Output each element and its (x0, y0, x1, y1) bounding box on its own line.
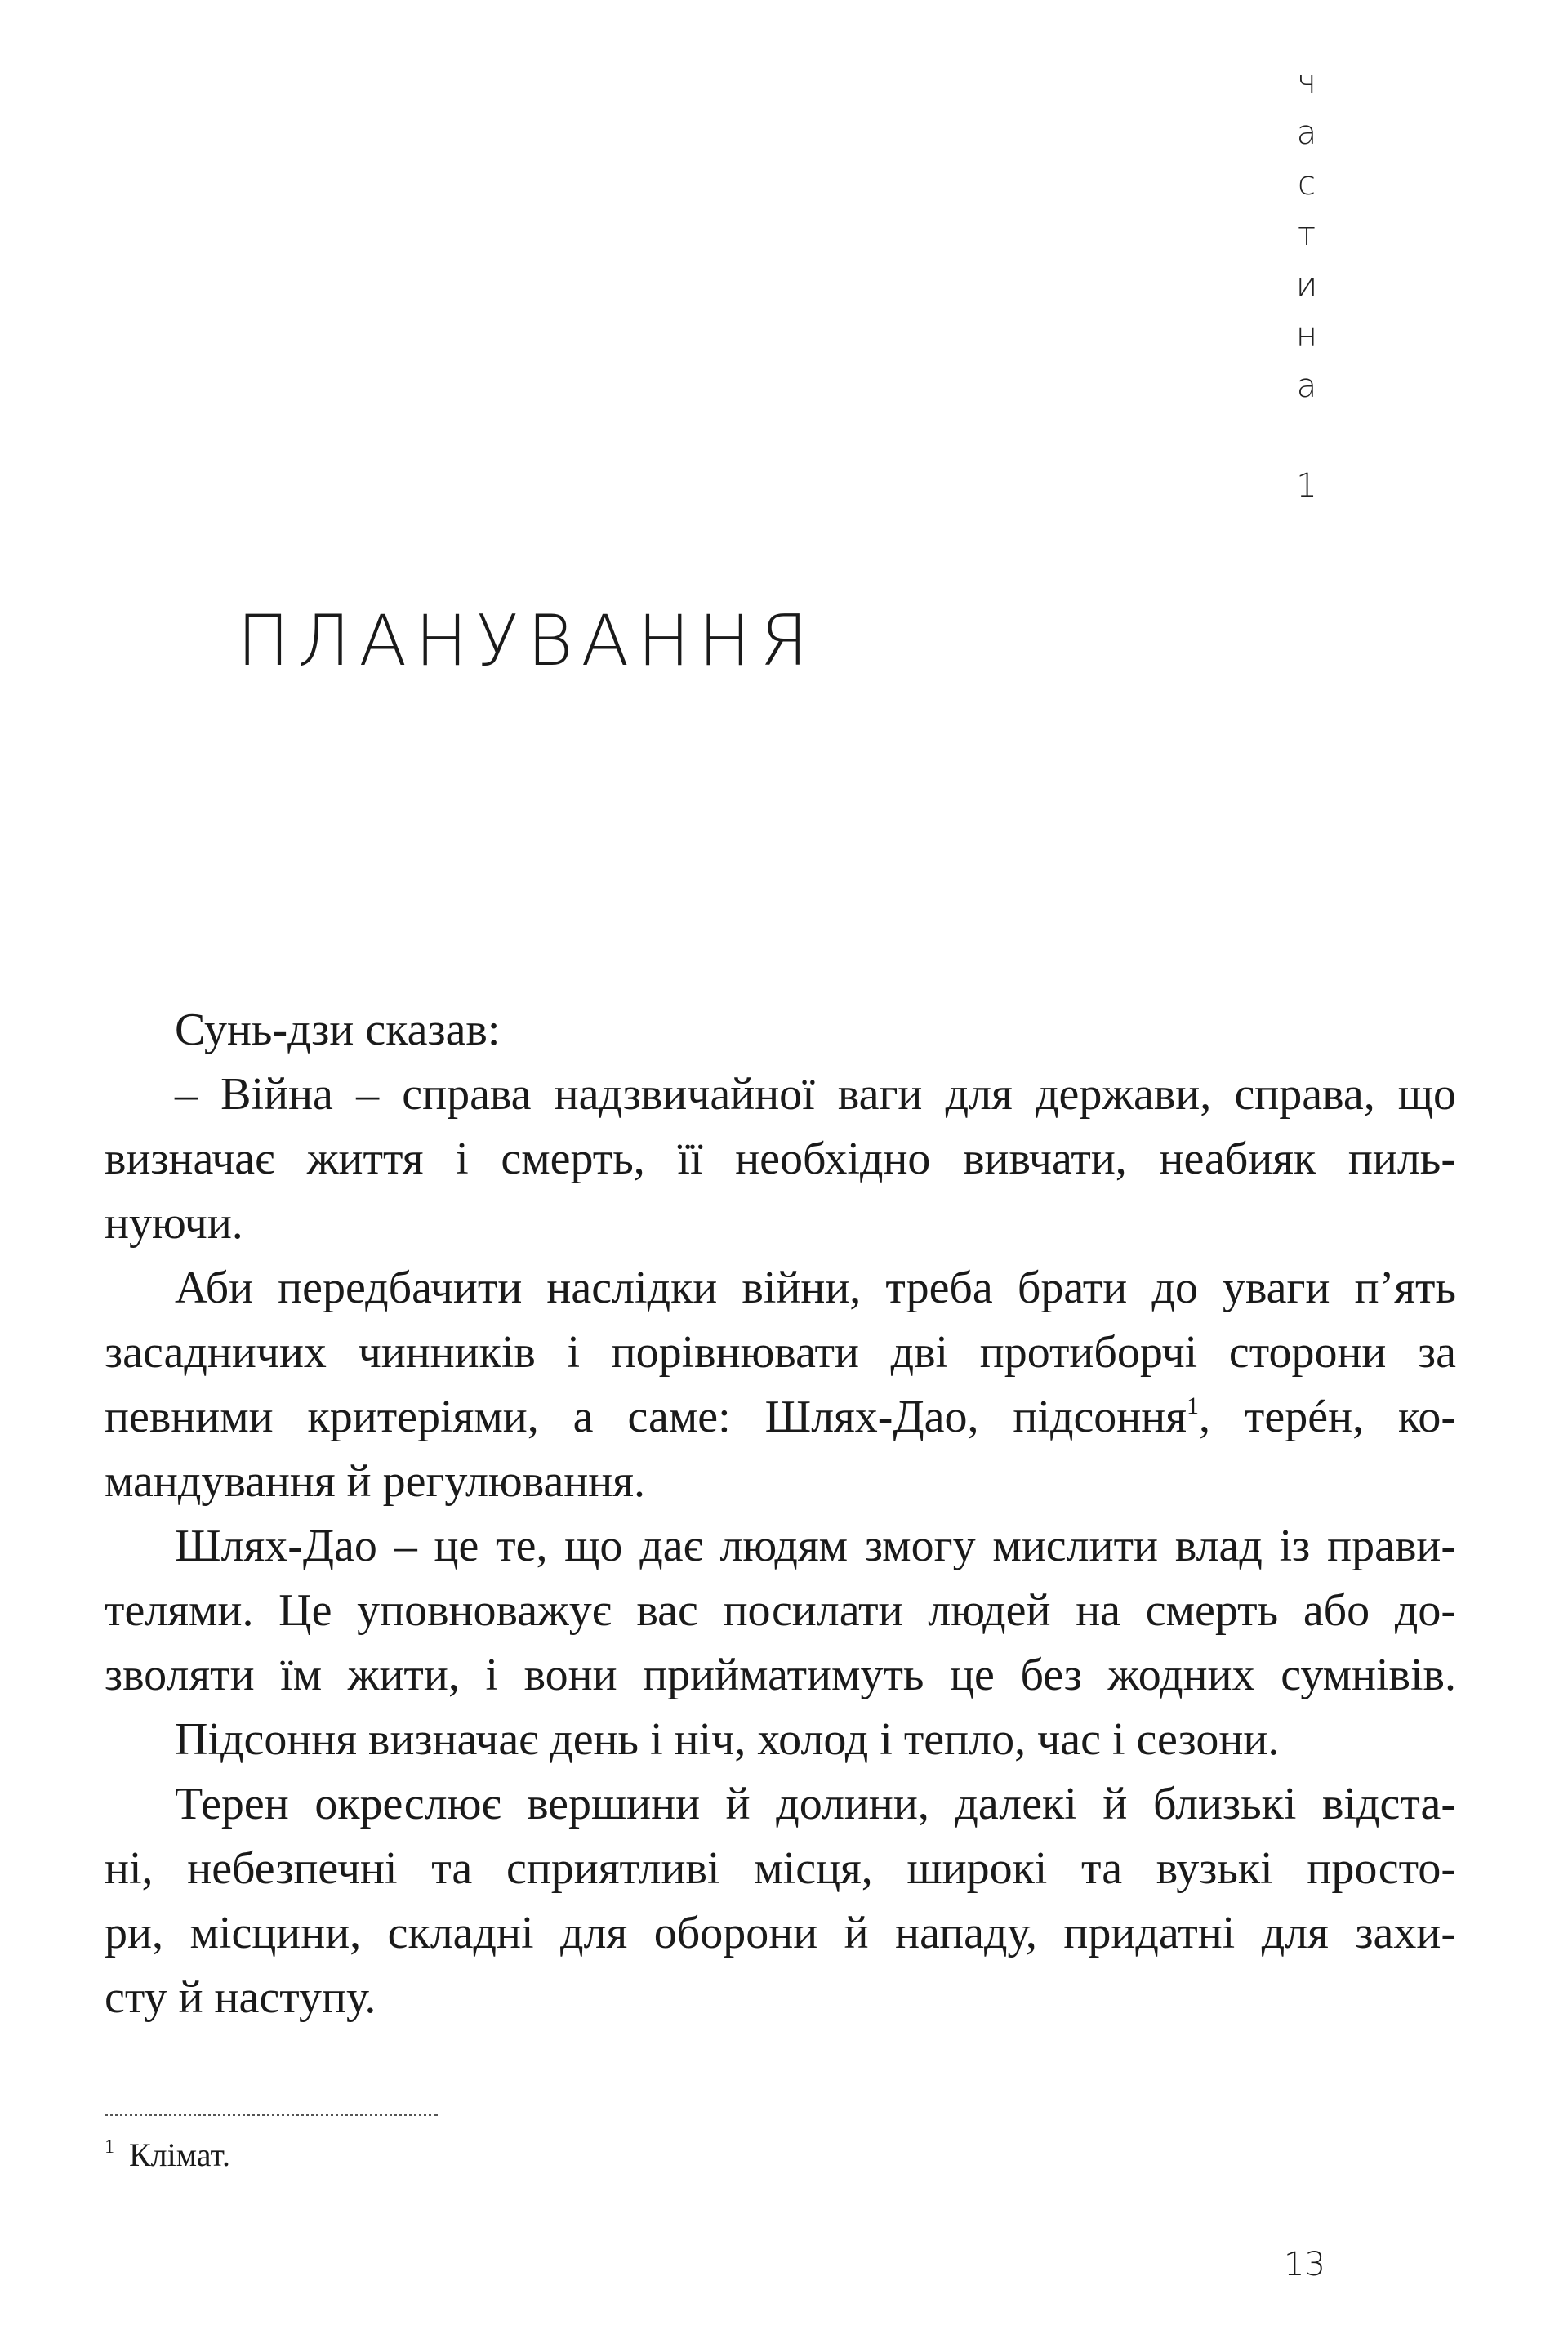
text-line: – Війна – справа надзвичайної ваги для держави, справа, що (175, 1069, 1456, 1120)
text-line: Сунь-дзи сказав: (175, 1004, 501, 1055)
text-line: Терен окреслює вершини й долини, далекі й близькі відста- (175, 1779, 1456, 1829)
footnote-text: Клімат. (129, 2136, 230, 2173)
text-line: Підсоння визначає день і ніч, холод і тепло, час і сезони. (175, 1714, 1280, 1765)
part-letter: с (1298, 165, 1316, 203)
text-line: телями. Це уповноважує вас посилати людей на смерть або до- (105, 1585, 1456, 1636)
text-line: Аби передбачити наслідки війни, треба брати до уваги п’ять (175, 1263, 1456, 1313)
part-letter: н (1295, 317, 1318, 354)
body-text (105, 998, 1456, 2030)
text-line: сту й наступу. (105, 1972, 376, 2023)
part-letter: ч (1297, 64, 1316, 101)
text-line (105, 1385, 1456, 1450)
footnote-ref[interactable]: 1 (1187, 1392, 1199, 1419)
text-line: засадничих чинників і порівнювати дві протиборчі сторони за (105, 1327, 1456, 1378)
text-line: визначає життя і смерть, її необхідно вивчати, неабияк пиль- (105, 1134, 1456, 1184)
part-letter: а (1296, 114, 1317, 152)
part-letter: а (1296, 368, 1317, 405)
part-letter: т (1298, 216, 1316, 253)
footnote (105, 2136, 230, 2174)
text-line: Шлях-Дао – це те, що дає людям змогу мислити влад із прави- (175, 1521, 1456, 1571)
page-number: 13 (1284, 2246, 1325, 2283)
text-line: нуючи. (105, 1198, 243, 1249)
part-number: 1 (1296, 467, 1317, 505)
text-line: мандування й регулювання. (105, 1456, 645, 1507)
text-line: ри, місцини, складні для оборони й нападу, придатні для захи- (105, 1908, 1456, 1958)
text-segment: певними критеріями, а саме: Шлях-Дао, підсоння (105, 1392, 1187, 1442)
text-line: ні, небезпечні та сприятливі місця, широкі та вузькі просто- (105, 1843, 1456, 1894)
part-letter: и (1295, 266, 1318, 304)
footnote-divider (105, 2114, 438, 2116)
text-line: зволяти їм жити, і вони прийматимуть це без жодних сумнівів. (105, 1650, 1456, 1700)
part-label (1290, 57, 1323, 511)
text-segment: , терéн, ко- (1199, 1392, 1456, 1442)
chapter-title: ПЛАНУВАННЯ (237, 600, 817, 682)
footnote-marker: 1 (105, 2136, 114, 2158)
